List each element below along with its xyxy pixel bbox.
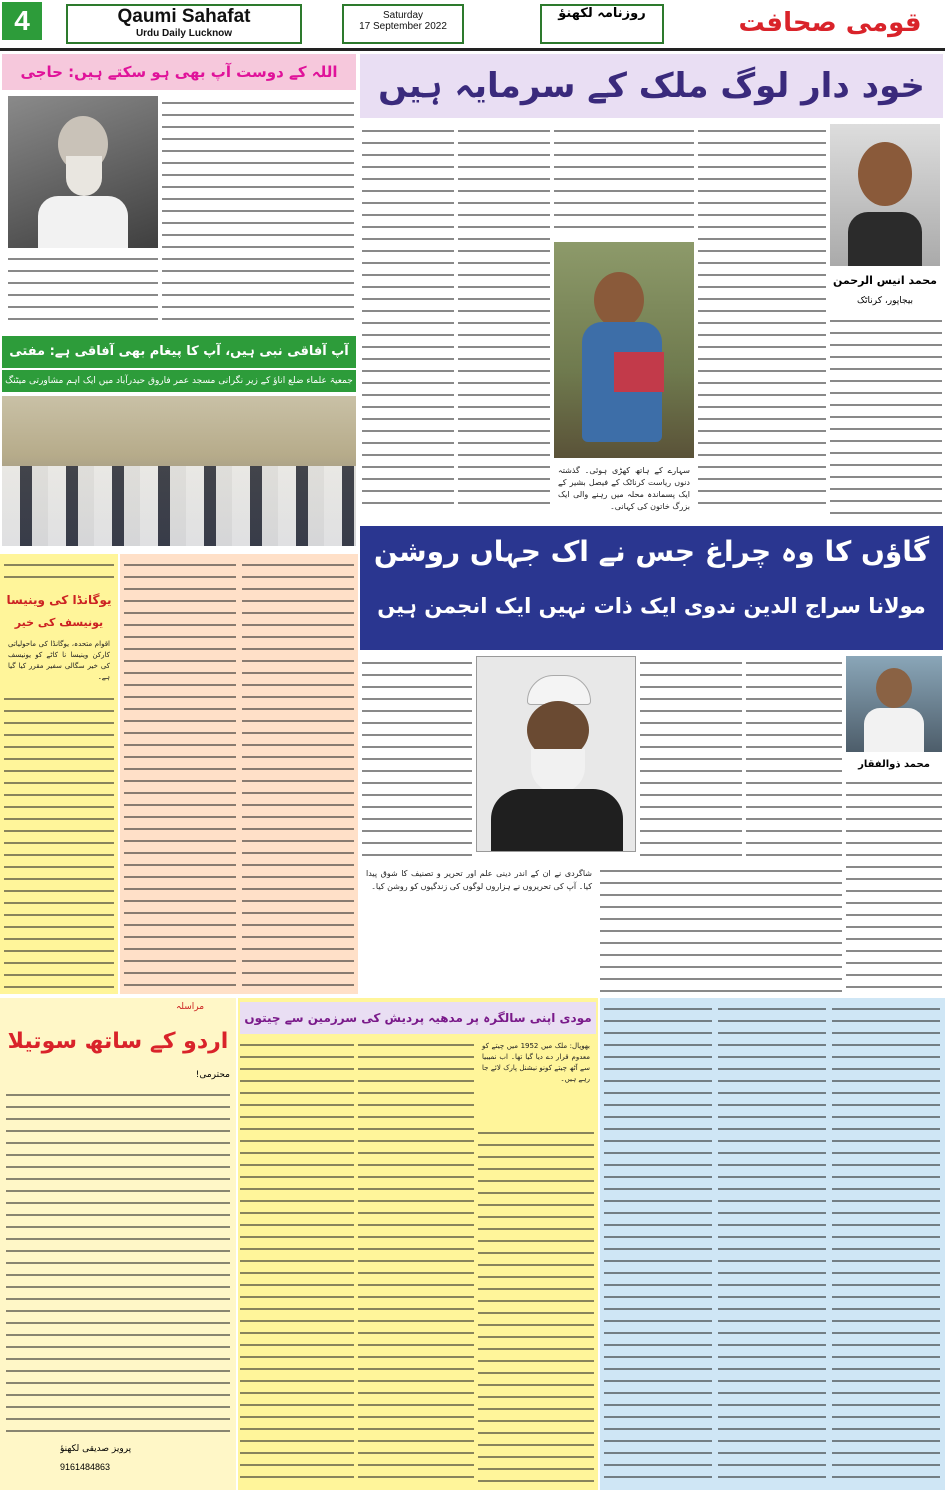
chirag-headline: گاؤں کا وہ چراغ جس نے اک جہاں روشن [360, 526, 943, 578]
city-box: روزنامہ لکھنؤ [540, 4, 664, 44]
paper-subtitle-en: Urdu Daily Lucknow [135, 28, 233, 39]
paper-name-ur: قومی صحافت [738, 8, 922, 38]
khuddar-col-right [830, 314, 942, 514]
iqbal-col-left [8, 252, 158, 326]
zulfiqar-photo [846, 656, 942, 752]
khuddar-body-text: سہارے کے ہاتھ کھڑی ہوئی۔ گذشتہ دنوں ریاست کرناٹک کے فیصل بشیر کے ایک پسماندہ محلہ میں رہنے والی ایک بزرگ خاتون کی کہانی۔ [558, 466, 690, 511]
khuddar-col-2 [554, 124, 694, 238]
author-place-anees: بیجاپور، کرناٹک [856, 296, 914, 306]
siraj-photo [476, 656, 636, 852]
cheetah-body [478, 1038, 594, 1122]
masthead-title-box [66, 4, 302, 44]
iqbal-headline: اللہ کے دوست آپ بھی ہو سکتے ہیں: حاجی [2, 54, 356, 90]
khuddar-col-4 [362, 124, 454, 514]
blue-col-1 [604, 1002, 712, 1486]
khuddar-body [554, 462, 694, 514]
afaqui-subhead: جمعیۃ علماء ضلع اناؤ کے زیر نگرانی مسجد عمر فاروق حیدرآباد میں ایک اہم مشاورتی میٹنگ [2, 370, 356, 392]
chirag-continuation [600, 998, 945, 1490]
cheetah-col-2 [358, 1038, 474, 1484]
old-woman-photo [554, 242, 694, 458]
uganda-body-text: اقوام متحدہ، یوگانڈا کی ماحولیاتی کارکن وینیسا نا کاٹے کو یونیسف کی خیر سگالی سفیر مقرر کیا گیا ہے۔ [8, 640, 110, 681]
uganda-headline: یوگانڈا کی وینیسا [6, 593, 112, 607]
urdu-letter [0, 998, 236, 1490]
date-box [342, 4, 464, 44]
chirag-col-c [362, 656, 472, 860]
khuddar-story [360, 52, 945, 522]
page-number: 4 [2, 2, 42, 40]
meeting-photo [2, 396, 356, 546]
author-photo-anees [830, 124, 940, 266]
urdu-headline: اردو کے ساتھ سوتیلا [7, 1029, 229, 1054]
author-name-zulfiqar: محمد ذوالفقار [858, 759, 930, 770]
iqbal-body-text [267, 105, 350, 106]
cheetah-col-1 [478, 1126, 594, 1484]
uganda-story [0, 554, 118, 994]
letter-greeting: محترمی! [195, 1070, 230, 1080]
peach-col-1 [124, 558, 236, 990]
letter-signature: پرویز صدیقی لکھنؤ [60, 1444, 132, 1454]
iqbal-story [0, 52, 358, 332]
cheetah-col-3 [240, 1038, 354, 1484]
uganda-col [4, 692, 114, 990]
uganda-col-top [4, 558, 114, 586]
chirag-story [360, 524, 945, 996]
blue-col-3 [832, 1002, 940, 1486]
uganda-body [4, 636, 114, 690]
blue-col-2 [718, 1002, 826, 1486]
letter-label: مراسلہ [175, 1002, 205, 1012]
uganda-subhead: یونیسف کی خیر [14, 616, 104, 629]
chirag-col-a [746, 656, 842, 860]
paper-name-en: Qaumi Sahafat [117, 6, 251, 27]
chirag-col-d [846, 776, 942, 994]
issue-day: Saturday [382, 10, 424, 21]
cheetah-story [238, 998, 598, 1490]
cheetah-body-text: بھوپال: ملک میں 1952 میں چیتے کو معدوم قرار دے دیا گیا تھا۔ اب نمیبیا سے آٹھ چیتے کونو نیشنل پارک لائے جا رہے ہیں۔ [482, 1042, 590, 1083]
chirag-col-e [600, 864, 842, 994]
afaqui-headline: آپ آفاقی نبی ہیں، آپ کا پیغام بھی آفاقی ہے: مفتی [2, 336, 356, 368]
khuddar-col-1 [698, 124, 826, 514]
khuddar-col-3 [458, 124, 550, 514]
afaqui-story [0, 334, 358, 552]
iqbal-body [162, 96, 354, 326]
peach-col-2 [242, 558, 354, 990]
chirag-col-b [640, 656, 742, 860]
letter-phone: 9161484863 [60, 1462, 111, 1472]
iqbal-photo [8, 96, 158, 248]
khuddar-headline: خود دار لوگ ملک کے سرمایہ ہیں [360, 54, 943, 118]
issue-date: 17 September 2022 [359, 21, 447, 32]
masthead-rule [0, 48, 945, 51]
peach-column [120, 554, 358, 994]
author-name-anees: محمد انیس الرحمن [832, 274, 937, 287]
cheetah-headline: مودی اپنی سالگرہ پر مدھیہ پردیش کی سرزمین سے چیتوں [240, 1002, 596, 1034]
urdu-letter-body [6, 1088, 230, 1438]
chirag-subhead: مولانا سراج الدین ندوی ایک ذات نہیں ایک انجمن ہیں [360, 578, 943, 650]
chirag-body-text: شاگردی نے ان کے اندر دینی علم اور تحریر و تصنیف کا شوق پیدا کیا۔ آپ کی تحریروں نے ہزاروں لوگوں کی زندگیوں کو روشن کیا۔ [366, 869, 592, 891]
chirag-body [362, 864, 596, 994]
